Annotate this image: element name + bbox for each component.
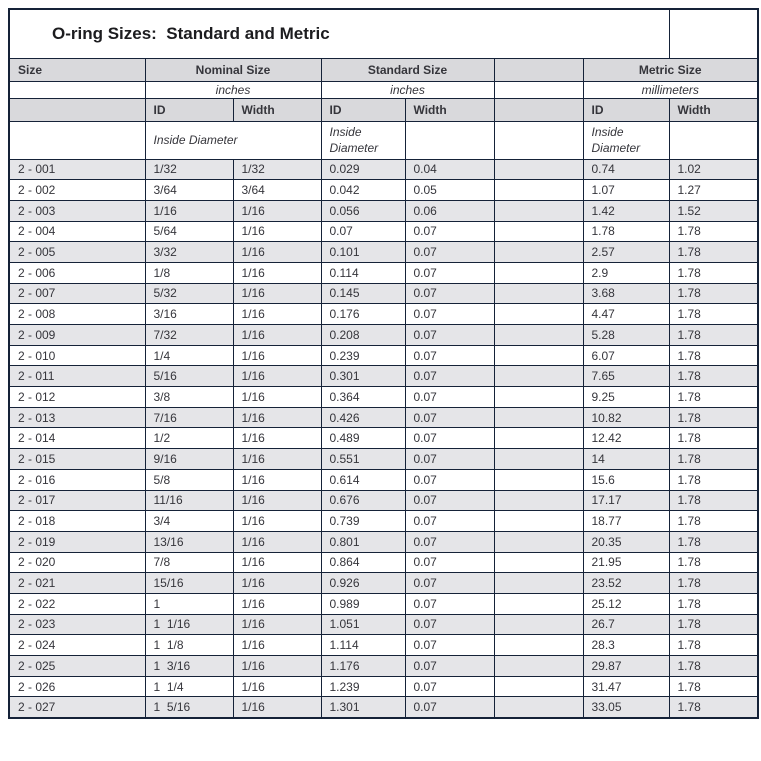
metric-id-cell: 5.28 — [583, 325, 669, 346]
standard-id-cell: 0.739 — [321, 511, 405, 532]
standard-width-cell: 0.07 — [405, 656, 494, 677]
table-row — [9, 180, 758, 201]
size-cell: 2 - 017 — [9, 490, 145, 511]
metric-id-cell: 6.07 — [583, 345, 669, 366]
standard-id-cell: 0.551 — [321, 449, 405, 470]
spacer-cell — [494, 366, 583, 387]
standard-width-cell: 0.07 — [405, 283, 494, 304]
nominal-id-cell: 5/64 — [145, 221, 233, 242]
nominal-id-cell: 3/16 — [145, 304, 233, 325]
metric-width-cell: 1.78 — [669, 552, 758, 573]
nominal-width-header: Width — [233, 98, 321, 121]
metric-id-cell: 2.57 — [583, 242, 669, 263]
metric-id-cell: 9.25 — [583, 387, 669, 408]
spacer-cell — [494, 262, 583, 283]
nominal-id-cell: 1/16 — [145, 200, 233, 221]
metric-id-header: ID — [583, 98, 669, 121]
nominal-width-cell: 1/16 — [233, 221, 321, 242]
nominal-id-cell: 7/16 — [145, 407, 233, 428]
table-row — [9, 325, 758, 346]
spacer-cell — [494, 656, 583, 677]
metric-width-cell: 1.78 — [669, 262, 758, 283]
metric-width-header: Width — [669, 98, 758, 121]
size-cell: 2 - 016 — [9, 469, 145, 490]
size-cell: 2 - 020 — [9, 552, 145, 573]
standard-width-cell: 0.07 — [405, 676, 494, 697]
spacer-cell — [494, 676, 583, 697]
spacer-cell — [494, 469, 583, 490]
page-title: O-ring Sizes: Standard and Metric — [9, 9, 669, 58]
standard-id-cell: 0.926 — [321, 573, 405, 594]
standard-width-cell: 0.07 — [405, 221, 494, 242]
size-cell: 2 - 022 — [9, 593, 145, 614]
table-row — [9, 593, 758, 614]
spacer-cell — [494, 635, 583, 656]
standard-width-cell: 0.07 — [405, 697, 494, 718]
standard-width-cell: 0.07 — [405, 511, 494, 532]
metric-width-cell: 1.78 — [669, 345, 758, 366]
metric-width-cell: 1.78 — [669, 656, 758, 677]
standard-width-cell: 0.07 — [405, 407, 494, 428]
spacer-cell — [494, 200, 583, 221]
nominal-id-cell: 1/4 — [145, 345, 233, 366]
standard-width-cell: 0.07 — [405, 531, 494, 552]
standard-id-cell: 0.145 — [321, 283, 405, 304]
group-header-row — [9, 58, 758, 81]
metric-width-cell: 1.78 — [669, 676, 758, 697]
standard-id-header: ID — [321, 98, 405, 121]
size-cell: 2 - 003 — [9, 200, 145, 221]
nominal-id-cell: 3/64 — [145, 180, 233, 201]
metric-id-cell: 1.42 — [583, 200, 669, 221]
size-cell: 2 - 019 — [9, 531, 145, 552]
metric-id-cell: 10.82 — [583, 407, 669, 428]
nominal-width-cell: 1/16 — [233, 366, 321, 387]
nominal-id-cell: 11/16 — [145, 490, 233, 511]
size-cell: 2 - 014 — [9, 428, 145, 449]
col-group-metric: Metric Size — [583, 58, 758, 81]
spacer-cell — [494, 387, 583, 408]
spacer-cell — [494, 180, 583, 201]
table-row — [9, 614, 758, 635]
nominal-id-cell: 7/8 — [145, 552, 233, 573]
metric-id-cell: 14 — [583, 449, 669, 470]
empty-cell — [669, 121, 758, 159]
standard-width-cell: 0.07 — [405, 614, 494, 635]
table-row — [9, 531, 758, 552]
units-row — [9, 81, 758, 98]
standard-width-cell: 0.07 — [405, 635, 494, 656]
standard-width-cell: 0.07 — [405, 325, 494, 346]
metric-id-cell: 25.12 — [583, 593, 669, 614]
nominal-width-cell: 3/64 — [233, 180, 321, 201]
nominal-width-cell: 1/16 — [233, 697, 321, 718]
size-cell: 2 - 009 — [9, 325, 145, 346]
size-cell: 2 - 002 — [9, 180, 145, 201]
title-row — [9, 9, 758, 58]
standard-id-cell: 0.114 — [321, 262, 405, 283]
metric-width-cell: 1.78 — [669, 490, 758, 511]
metric-id-cell: 18.77 — [583, 511, 669, 532]
standard-width-cell: 0.07 — [405, 262, 494, 283]
metric-id-cell: 33.05 — [583, 697, 669, 718]
standard-width-cell: 0.07 — [405, 304, 494, 325]
column-header-row — [9, 98, 758, 121]
size-cell: 2 - 026 — [9, 676, 145, 697]
table-row — [9, 676, 758, 697]
size-cell: 2 - 011 — [9, 366, 145, 387]
spacer-cell — [494, 345, 583, 366]
size-cell: 2 - 007 — [9, 283, 145, 304]
standard-width-cell: 0.07 — [405, 469, 494, 490]
empty-cell — [9, 81, 145, 98]
metric-id-cell: 12.42 — [583, 428, 669, 449]
table-row — [9, 242, 758, 263]
metric-id-cell: 23.52 — [583, 573, 669, 594]
nominal-id-cell: 1 5/16 — [145, 697, 233, 718]
nominal-units-label: inches — [145, 81, 321, 98]
nominal-width-cell: 1/16 — [233, 593, 321, 614]
empty-cell — [9, 121, 145, 159]
sublabel-row — [9, 121, 758, 159]
table-row — [9, 573, 758, 594]
table-row — [9, 511, 758, 532]
col-group-nominal: Nominal Size — [145, 58, 321, 81]
spacer-cell — [494, 304, 583, 325]
spacer-cell — [494, 511, 583, 532]
nominal-width-cell: 1/16 — [233, 531, 321, 552]
inside-diameter-label: Inside Diameter — [321, 121, 405, 159]
spacer-cell — [494, 221, 583, 242]
table-row — [9, 366, 758, 387]
spacer-cell — [494, 697, 583, 718]
table-row — [9, 469, 758, 490]
table-row — [9, 159, 758, 180]
size-cell: 2 - 008 — [9, 304, 145, 325]
nominal-id-cell: 1 — [145, 593, 233, 614]
standard-width-cell: 0.07 — [405, 449, 494, 470]
standard-units-label: inches — [321, 81, 494, 98]
standard-width-cell: 0.07 — [405, 387, 494, 408]
table-body — [9, 159, 758, 718]
metric-id-cell: 20.35 — [583, 531, 669, 552]
inside-diameter-label: Inside Diameter — [583, 121, 669, 159]
size-cell: 2 - 010 — [9, 345, 145, 366]
size-cell: 2 - 024 — [9, 635, 145, 656]
metric-id-cell: 17.17 — [583, 490, 669, 511]
nominal-id-cell: 1/8 — [145, 262, 233, 283]
size-cell: 2 - 027 — [9, 697, 145, 718]
nominal-width-cell: 1/16 — [233, 304, 321, 325]
nominal-id-cell: 5/32 — [145, 283, 233, 304]
spacer-cell — [494, 614, 583, 635]
metric-width-cell: 1.78 — [669, 283, 758, 304]
metric-width-cell: 1.78 — [669, 387, 758, 408]
metric-width-cell: 1.02 — [669, 159, 758, 180]
nominal-id-cell: 3/4 — [145, 511, 233, 532]
nominal-width-cell: 1/16 — [233, 676, 321, 697]
table-row — [9, 656, 758, 677]
standard-id-cell: 0.176 — [321, 304, 405, 325]
metric-id-cell: 28.3 — [583, 635, 669, 656]
standard-id-cell: 0.301 — [321, 366, 405, 387]
nominal-width-cell: 1/16 — [233, 428, 321, 449]
nominal-width-cell: 1/16 — [233, 449, 321, 470]
nominal-id-cell: 1 3/16 — [145, 656, 233, 677]
standard-id-cell: 1.114 — [321, 635, 405, 656]
col-group-standard: Standard Size — [321, 58, 494, 81]
nominal-width-cell: 1/16 — [233, 573, 321, 594]
metric-width-cell: 1.52 — [669, 200, 758, 221]
standard-id-cell: 0.426 — [321, 407, 405, 428]
nominal-id-cell: 5/8 — [145, 469, 233, 490]
standard-id-cell: 0.042 — [321, 180, 405, 201]
nominal-width-cell: 1/16 — [233, 511, 321, 532]
metric-width-cell: 1.78 — [669, 407, 758, 428]
metric-id-cell: 29.87 — [583, 656, 669, 677]
standard-width-cell: 0.07 — [405, 345, 494, 366]
size-cell: 2 - 005 — [9, 242, 145, 263]
nominal-id-cell: 7/32 — [145, 325, 233, 346]
spacer-cell — [494, 325, 583, 346]
standard-width-cell: 0.07 — [405, 428, 494, 449]
nominal-width-cell: 1/16 — [233, 552, 321, 573]
table-row — [9, 490, 758, 511]
size-cell: 2 - 001 — [9, 159, 145, 180]
standard-id-cell: 0.208 — [321, 325, 405, 346]
nominal-id-cell: 15/16 — [145, 573, 233, 594]
inside-diameter-label: Inside Diameter — [145, 121, 321, 159]
standard-id-cell: 0.029 — [321, 159, 405, 180]
metric-units-label: millimeters — [583, 81, 758, 98]
nominal-width-cell: 1/16 — [233, 325, 321, 346]
table-row — [9, 387, 758, 408]
spacer-cell — [494, 490, 583, 511]
spacer-cell — [494, 283, 583, 304]
nominal-id-cell: 5/16 — [145, 366, 233, 387]
spacer-cell — [494, 531, 583, 552]
metric-width-cell: 1.78 — [669, 635, 758, 656]
metric-width-cell: 1.78 — [669, 242, 758, 263]
spacer-cell — [494, 121, 583, 159]
spacer-cell — [494, 58, 583, 81]
table-row — [9, 345, 758, 366]
size-cell: 2 - 006 — [9, 262, 145, 283]
standard-width-cell: 0.04 — [405, 159, 494, 180]
standard-id-cell: 0.239 — [321, 345, 405, 366]
metric-id-cell: 0.74 — [583, 159, 669, 180]
size-cell: 2 - 013 — [9, 407, 145, 428]
standard-id-cell: 0.056 — [321, 200, 405, 221]
spacer-cell — [494, 428, 583, 449]
nominal-width-cell: 1/16 — [233, 200, 321, 221]
metric-id-cell: 15.6 — [583, 469, 669, 490]
metric-width-cell: 1.78 — [669, 449, 758, 470]
spacer-cell — [494, 449, 583, 470]
nominal-width-cell: 1/16 — [233, 242, 321, 263]
standard-width-cell: 0.07 — [405, 593, 494, 614]
size-cell: 2 - 023 — [9, 614, 145, 635]
spacer-cell — [494, 593, 583, 614]
spacer-cell — [494, 407, 583, 428]
metric-id-cell: 31.47 — [583, 676, 669, 697]
standard-width-cell: 0.07 — [405, 490, 494, 511]
standard-id-cell: 0.07 — [321, 221, 405, 242]
spacer-cell — [494, 159, 583, 180]
spacer-cell — [494, 552, 583, 573]
standard-width-cell: 0.07 — [405, 573, 494, 594]
standard-id-cell: 1.301 — [321, 697, 405, 718]
oring-size-table — [8, 8, 759, 719]
table-row — [9, 428, 758, 449]
table-row — [9, 635, 758, 656]
table-head-section — [9, 9, 758, 159]
metric-width-cell: 1.27 — [669, 180, 758, 201]
nominal-width-cell: 1/16 — [233, 387, 321, 408]
standard-id-cell: 0.989 — [321, 593, 405, 614]
standard-id-cell: 0.864 — [321, 552, 405, 573]
metric-width-cell: 1.78 — [669, 366, 758, 387]
spacer-cell — [494, 573, 583, 594]
metric-id-cell: 4.47 — [583, 304, 669, 325]
metric-id-cell: 7.65 — [583, 366, 669, 387]
metric-id-cell: 2.9 — [583, 262, 669, 283]
standard-id-cell: 0.614 — [321, 469, 405, 490]
nominal-id-cell: 1 1/16 — [145, 614, 233, 635]
spacer-cell — [494, 81, 583, 98]
metric-width-cell: 1.78 — [669, 221, 758, 242]
spacer-cell — [494, 242, 583, 263]
nominal-id-cell: 9/16 — [145, 449, 233, 470]
standard-id-cell: 0.364 — [321, 387, 405, 408]
title-spacer-cell — [669, 9, 758, 58]
nominal-width-cell: 1/16 — [233, 656, 321, 677]
metric-id-cell: 21.95 — [583, 552, 669, 573]
nominal-id-header: ID — [145, 98, 233, 121]
nominal-width-cell: 1/16 — [233, 635, 321, 656]
standard-id-cell: 0.489 — [321, 428, 405, 449]
metric-width-cell: 1.78 — [669, 428, 758, 449]
table-row — [9, 200, 758, 221]
nominal-width-cell: 1/16 — [233, 407, 321, 428]
standard-id-cell: 0.101 — [321, 242, 405, 263]
size-cell: 2 - 018 — [9, 511, 145, 532]
nominal-width-cell: 1/16 — [233, 283, 321, 304]
size-cell: 2 - 015 — [9, 449, 145, 470]
metric-id-cell: 3.68 — [583, 283, 669, 304]
metric-width-cell: 1.78 — [669, 511, 758, 532]
metric-id-cell: 1.07 — [583, 180, 669, 201]
nominal-id-cell: 13/16 — [145, 531, 233, 552]
standard-width-cell: 0.07 — [405, 552, 494, 573]
size-cell: 2 - 021 — [9, 573, 145, 594]
standard-id-cell: 1.051 — [321, 614, 405, 635]
standard-width-header: Width — [405, 98, 494, 121]
nominal-width-cell: 1/16 — [233, 262, 321, 283]
table-row — [9, 697, 758, 718]
size-cell: 2 - 004 — [9, 221, 145, 242]
metric-width-cell: 1.78 — [669, 573, 758, 594]
spacer-cell — [494, 98, 583, 121]
nominal-id-cell: 3/32 — [145, 242, 233, 263]
table-row — [9, 262, 758, 283]
nominal-id-cell: 3/8 — [145, 387, 233, 408]
table-row — [9, 283, 758, 304]
metric-width-cell: 1.78 — [669, 614, 758, 635]
size-cell: 2 - 012 — [9, 387, 145, 408]
col-group-size: Size — [9, 58, 145, 81]
empty-cell — [405, 121, 494, 159]
nominal-width-cell: 1/16 — [233, 345, 321, 366]
table-row — [9, 449, 758, 470]
metric-width-cell: 1.78 — [669, 531, 758, 552]
nominal-id-cell: 1/2 — [145, 428, 233, 449]
metric-id-cell: 1.78 — [583, 221, 669, 242]
standard-id-cell: 0.801 — [321, 531, 405, 552]
nominal-width-cell: 1/16 — [233, 614, 321, 635]
metric-width-cell: 1.78 — [669, 593, 758, 614]
size-cell: 2 - 025 — [9, 656, 145, 677]
table-row — [9, 304, 758, 325]
standard-width-cell: 0.07 — [405, 242, 494, 263]
nominal-width-cell: 1/32 — [233, 159, 321, 180]
metric-width-cell: 1.78 — [669, 304, 758, 325]
nominal-width-cell: 1/16 — [233, 469, 321, 490]
empty-cell — [9, 98, 145, 121]
standard-width-cell: 0.05 — [405, 180, 494, 201]
standard-id-cell: 1.239 — [321, 676, 405, 697]
standard-width-cell: 0.07 — [405, 366, 494, 387]
nominal-width-cell: 1/16 — [233, 490, 321, 511]
nominal-id-cell: 1/32 — [145, 159, 233, 180]
standard-id-cell: 1.176 — [321, 656, 405, 677]
metric-id-cell: 26.7 — [583, 614, 669, 635]
nominal-id-cell: 1 1/8 — [145, 635, 233, 656]
metric-width-cell: 1.78 — [669, 469, 758, 490]
metric-width-cell: 1.78 — [669, 325, 758, 346]
metric-width-cell: 1.78 — [669, 697, 758, 718]
standard-id-cell: 0.676 — [321, 490, 405, 511]
standard-width-cell: 0.06 — [405, 200, 494, 221]
table-row — [9, 552, 758, 573]
table-row — [9, 407, 758, 428]
table-row — [9, 221, 758, 242]
nominal-id-cell: 1 1/4 — [145, 676, 233, 697]
